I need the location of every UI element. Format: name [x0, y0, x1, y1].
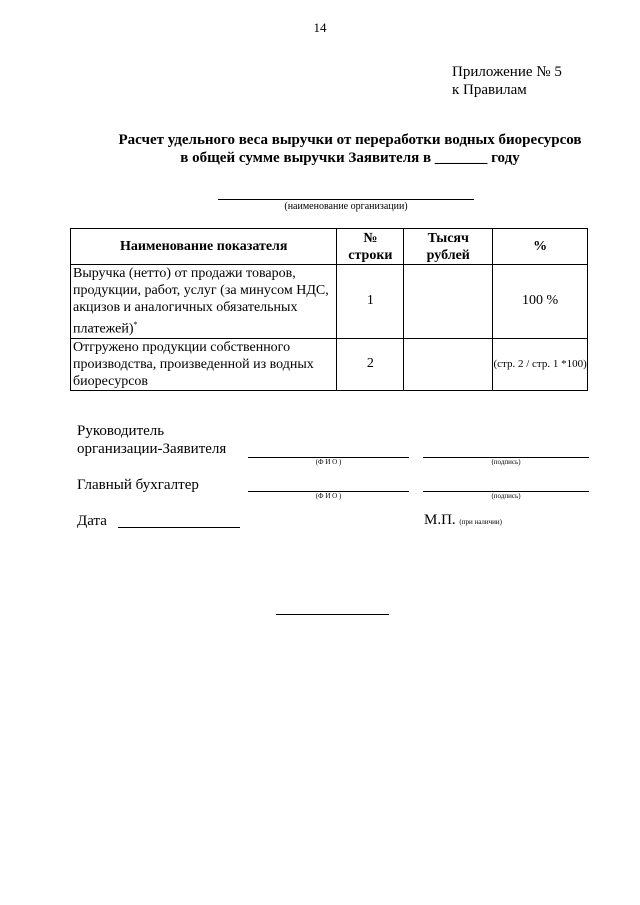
row-1-percent: 100 %	[493, 265, 588, 339]
head-label-line1: Руководитель	[77, 423, 165, 439]
annex-number: Приложение № 5	[452, 64, 562, 80]
header-percent: %	[493, 229, 588, 265]
header-thousand-line2: рублей	[426, 247, 470, 263]
accountant-label: Главный бухгалтер	[77, 477, 199, 493]
title-line-1: Расчет удельного веса выручки от переработки водных биоресурсов	[118, 132, 582, 148]
stamp-label	[424, 512, 502, 529]
table-row	[71, 338, 588, 390]
stamp-label-text: М.П.	[424, 512, 456, 528]
row-2-thousand-rubles	[404, 338, 493, 390]
header-thousand-line1: Тысяч	[427, 230, 469, 246]
table-header-row	[71, 229, 588, 265]
page-number: 14	[313, 20, 327, 35]
annex-reference	[452, 63, 562, 99]
header-row-number-symbol: №	[363, 230, 378, 246]
closing-rule	[276, 614, 389, 615]
row-2-number: 2	[337, 338, 404, 390]
row-2-percent: (стр. 2 / стр. 1 *100)	[493, 338, 588, 390]
head-fio-caption: (Ф И О )	[315, 458, 342, 466]
row-1-footnote-mark: *	[133, 320, 138, 329]
date-line	[118, 527, 240, 528]
row-1-indicator-text: Выручка (нетто) от продажи товаров, продукции, работ, услуг (за минусом НДС, акцизов и аналогичных обязательных платежей)	[73, 266, 329, 337]
header-row-number	[337, 229, 404, 265]
head-label	[77, 422, 226, 458]
accountant-signature-caption: (подпись)	[491, 492, 521, 500]
header-indicator: Наименование показателя	[71, 229, 337, 265]
organization-name-line	[218, 199, 474, 200]
title-line-2: в общей сумме выручки Заявителя в _______ году	[180, 150, 520, 166]
row-1-thousand-rubles	[404, 265, 493, 339]
head-label-line2: организации-Заявителя	[77, 441, 227, 457]
header-row-number-label: строки	[348, 247, 393, 263]
row-2-indicator: Отгружено продукции собственного производства, произведенной из водных биоресурсов	[71, 338, 337, 390]
table-row	[71, 265, 588, 339]
document-title	[60, 131, 640, 167]
organization-name-caption: (наименование организации)	[284, 201, 408, 212]
head-signature-caption: (подпись)	[491, 458, 521, 466]
date-label: Дата	[77, 513, 107, 529]
accountant-fio-caption: (Ф И О )	[315, 492, 342, 500]
header-thousand-rubles	[404, 229, 493, 265]
stamp-note: (при наличии)	[459, 518, 502, 526]
revenue-table	[70, 228, 588, 391]
annex-rules: к Правилам	[452, 82, 527, 98]
row-1-number: 1	[337, 265, 404, 339]
row-1-indicator	[71, 265, 337, 339]
